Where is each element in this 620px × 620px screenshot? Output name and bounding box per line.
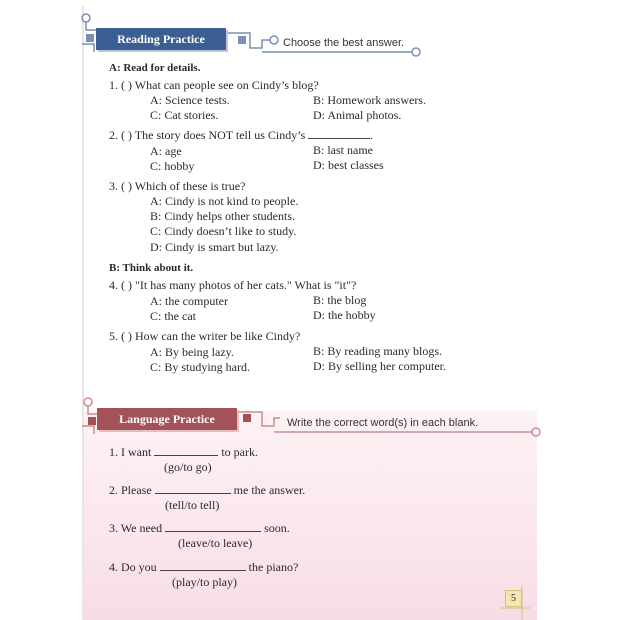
question-3-option-d: D: Cindy is smart but lazy.: [150, 240, 279, 254]
language-instruction: Write the correct word(s) in each blank.: [287, 417, 479, 429]
language-item-3-hint: (leave/to leave): [178, 536, 253, 550]
language-practice-title: Language Practice: [119, 411, 215, 426]
question-2-option-c: C: hobby: [150, 159, 195, 173]
question-4: [109, 278, 356, 293]
question-3-option-b: B: Cindy helps other students.: [150, 209, 295, 223]
question-1-prefix[interactable]: 1. ( ): [109, 78, 132, 92]
language-item-4-after: the piano?: [248, 560, 299, 574]
question-5: [109, 329, 300, 344]
question-1-option-c: C: Cat stories.: [150, 108, 219, 122]
language-item-2-hint: (tell/to tell): [165, 498, 220, 512]
section-b-heading: B: Think about it.: [109, 262, 194, 274]
question-4-text: "It has many photos of her cats." What is "it"?: [135, 278, 357, 292]
question-4-option-d: D: the hobby: [313, 308, 376, 322]
question-1-option-a: A: Science tests.: [150, 93, 230, 107]
question-5-option-a: A: By being lazy.: [150, 345, 234, 359]
question-2-period: .: [370, 128, 374, 142]
language-item-1-before: 1. I want: [109, 445, 152, 459]
question-1: [109, 78, 319, 93]
language-item-2: [109, 483, 305, 498]
page-number: 5: [505, 590, 522, 607]
question-2-prefix[interactable]: 2. ( ): [109, 128, 132, 142]
language-item-2-after: me the answer.: [233, 483, 306, 497]
language-item-1-hint: (go/to go): [164, 460, 212, 474]
question-5-option-d: D: By selling her computer.: [313, 359, 446, 373]
question-4-option-a: A: the computer: [150, 294, 228, 308]
question-3-text: Which of these is true?: [134, 179, 246, 193]
language-item-4-before: 4. Do you: [109, 560, 157, 574]
language-item-1: [109, 445, 258, 460]
question-4-prefix[interactable]: 4. ( ): [109, 278, 132, 292]
language-item-4: [109, 560, 298, 575]
question-2-option-b: B: last name: [313, 143, 373, 157]
question-3-option-a: A: Cindy is not kind to people.: [150, 194, 299, 208]
question-4-option-c: C: the cat: [150, 309, 196, 323]
language-item-4-hint: (play/to play): [172, 575, 237, 589]
question-2-text: The story does NOT tell us Cindy’s: [134, 128, 306, 142]
question-2-option-a: A: age: [150, 144, 182, 158]
question-2-option-d: D: best classes: [313, 158, 384, 172]
language-item-3-blank[interactable]: [165, 521, 261, 532]
question-3-option-c: C: Cindy doesn’t like to study.: [150, 224, 297, 238]
language-item-2-blank[interactable]: [155, 483, 231, 494]
question-5-prefix[interactable]: 5. ( ): [109, 329, 132, 343]
question-2-blank[interactable]: [308, 128, 370, 139]
reading-instruction: Choose the best answer.: [283, 37, 405, 49]
question-5-option-c: C: By studying hard.: [150, 360, 251, 374]
question-1-option-d: D: Animal photos.: [313, 108, 402, 122]
language-item-3-after: soon.: [264, 521, 290, 535]
question-3: [109, 179, 245, 194]
section-a-heading: A: Read for details.: [109, 62, 201, 74]
language-item-3: [109, 521, 290, 536]
question-5-option-b: B: By reading many blogs.: [313, 344, 442, 358]
question-1-text: What can people see on Cindy’s blog?: [134, 78, 319, 92]
language-practice-banner: [97, 408, 237, 430]
question-5-text: How can the writer be like Cindy?: [135, 329, 301, 343]
language-item-2-before: 2. Please: [109, 483, 152, 497]
question-2: [109, 128, 373, 143]
reading-practice-title: Reading Practice: [117, 31, 205, 46]
question-3-prefix[interactable]: 3. ( ): [109, 179, 132, 193]
reading-practice-banner: [96, 28, 226, 50]
question-4-option-b: B: the blog: [313, 293, 367, 307]
language-item-1-blank[interactable]: [154, 445, 218, 456]
language-item-4-blank[interactable]: [160, 560, 246, 571]
language-item-1-after: to park.: [221, 445, 258, 459]
question-1-option-b: B: Homework answers.: [313, 93, 426, 107]
language-item-3-before: 3. We need: [109, 521, 163, 535]
